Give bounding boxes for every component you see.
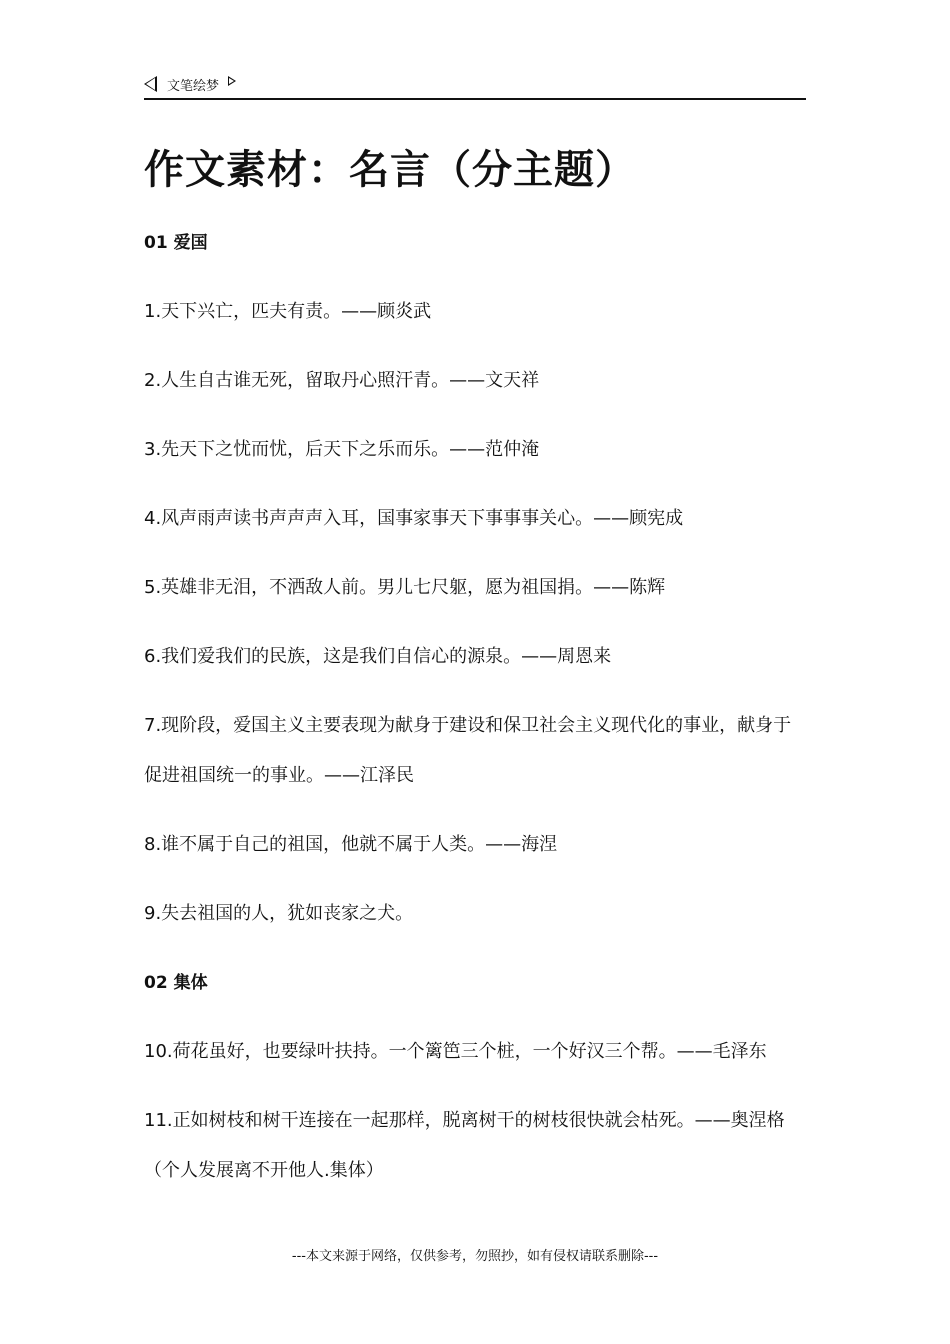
footer-disclaimer: ---本文来源于网络，仅供参考，勿照抄，如有侵权请联系删除--- — [291, 1249, 659, 1264]
triangle-right-icon — [228, 76, 236, 86]
quote-item: 4.风声雨声读书声声声入耳，国事家事天下事事事关心。——顾宪成 — [144, 508, 684, 529]
section-heading-patriotism: 01 爱国 — [144, 233, 208, 253]
quote-item: 5.英雄非无泪，不洒敌人前。男儿七尺躯，愿为祖国捐。——陈辉 — [144, 577, 666, 598]
section-heading-collective: 02 集体 — [144, 973, 208, 993]
quote-item: 7.现阶段，爱国主义主要表现为献身于建设和保卫社会主义现代化的事业，献身于促进祖国统一的事业。——江泽民 — [144, 715, 792, 786]
quote-item: 1.天下兴亡，匹夫有责。——顾炎武 — [144, 301, 432, 322]
quote-item: 3.先天下之忧而忧，后天下之乐而乐。——范仲淹 — [144, 439, 540, 460]
quote-item: 6.我们爱我们的民族，这是我们自信心的源泉。——周恩来 — [144, 646, 612, 667]
quote-item: 9.失去祖国的人，犹如丧家之犬。 — [144, 903, 414, 924]
page-header — [144, 72, 806, 100]
quote-item: 8.谁不属于自己的祖国，他就不属于人类。——海涅 — [144, 834, 558, 855]
brand-name: 文笔绘梦 — [167, 78, 220, 94]
triangle-left-icon — [144, 76, 157, 92]
document-body — [144, 226, 808, 1223]
quote-item: 10.荷花虽好，也要绿叶扶持。一个篱笆三个桩，一个好汉三个帮。——毛泽东 — [144, 1041, 767, 1062]
document-title: 作文素材：名言（分主题） — [144, 147, 636, 193]
quote-item: 11.正如树枝和树干连接在一起那样，脱离树干的树枝很快就会枯死。——奥涅格（个人发展离不开他人.集体） — [144, 1110, 785, 1181]
quote-item: 2.人生自古谁无死，留取丹心照汗青。——文天祥 — [144, 370, 540, 391]
